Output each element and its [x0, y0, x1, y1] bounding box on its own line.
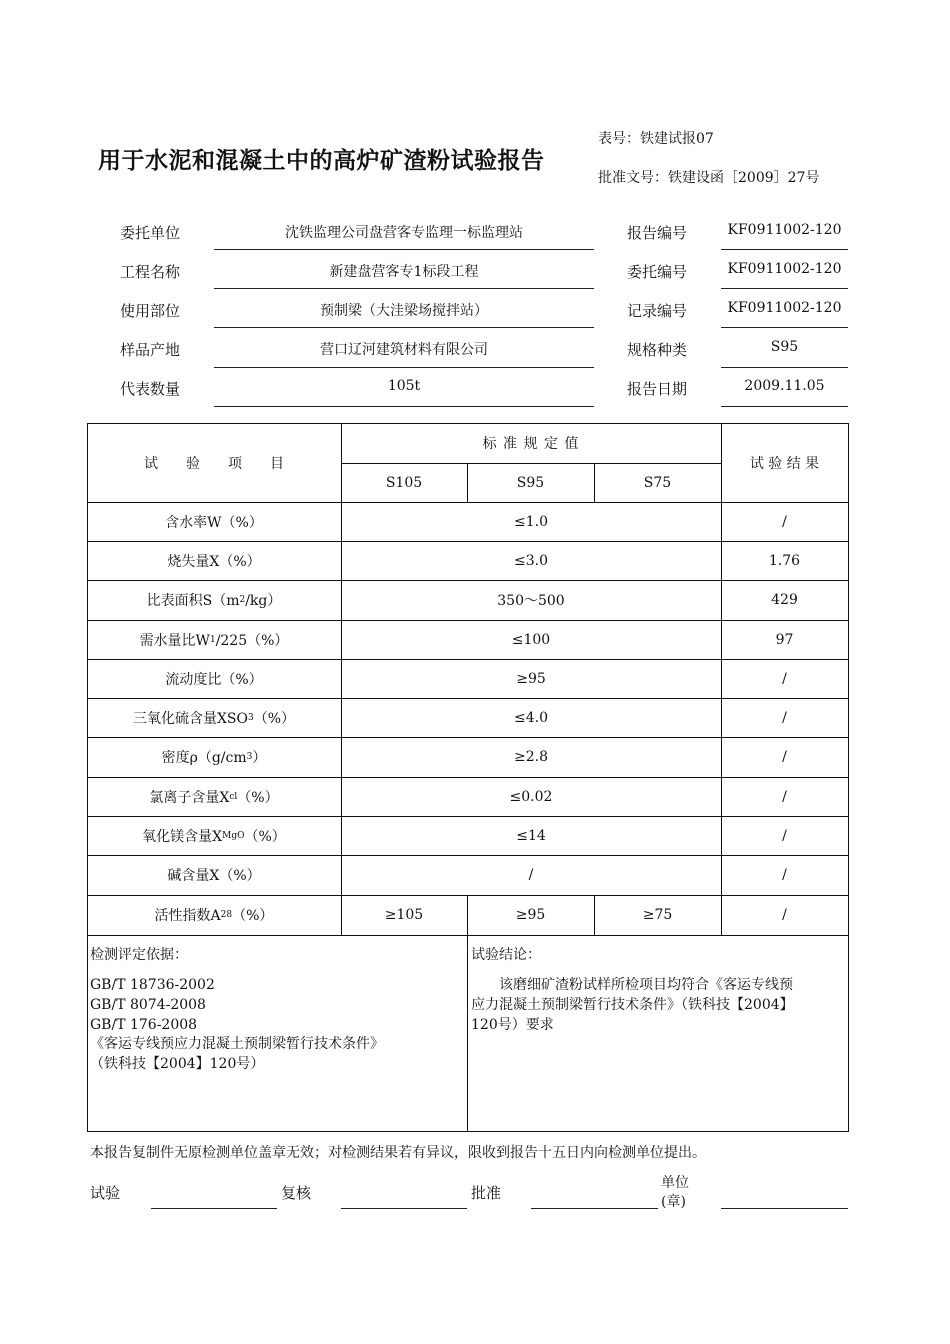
footer-note: 本报告复制件无原检测单位盖章无效；对检测结果若有异议，限收到报告十五日内向检测单位提出。: [90, 1145, 706, 1161]
unit-label: 单位: [661, 1175, 689, 1191]
approver-label: 批准: [471, 1184, 502, 1202]
quantity-value: 105t: [387, 378, 421, 394]
commission-no-underline: [721, 288, 848, 289]
result-water-demand: 97: [775, 631, 794, 648]
report-no-label: 报告编号: [627, 224, 688, 242]
usage-underline: [214, 327, 594, 328]
basis-line: （铁科技【2004】120号）: [90, 1056, 265, 1072]
origin-label: 样品产地: [120, 341, 181, 359]
report-no-underline: [721, 249, 848, 250]
result-fluidity: /: [782, 670, 787, 687]
spec-underline: [721, 367, 848, 368]
std-moisture: ≤1.0: [514, 513, 548, 530]
report-date-value: 2009.11.05: [744, 378, 825, 394]
col-line: [467, 935, 468, 1131]
report-no-value: KF0911002-120: [727, 222, 842, 238]
report-date-underline: [721, 406, 848, 407]
approver-signature-line: [531, 1208, 658, 1209]
result-loss-on-ignition: 1.76: [768, 552, 801, 569]
item-water-demand: 需水量比W 1 /225（%）: [139, 632, 289, 649]
basis-title: 检测评定依据：: [90, 947, 188, 963]
spec-label: 规格种类: [627, 341, 688, 359]
conclusion-line: 该磨细矿渣粉试样所检项目均符合《客运专线预: [471, 977, 793, 993]
std-fluidity: ≥95: [516, 670, 546, 687]
result-specific-surface: 429: [771, 592, 798, 608]
seal-label: (章): [661, 1194, 686, 1210]
row-line: [87, 935, 849, 936]
item-specific-surface: 比表面积S（m 2 /kg）: [146, 593, 282, 609]
item-chloride: 氯离子含量X cl （%）: [149, 789, 279, 806]
std-alkali: /: [528, 867, 534, 883]
result-mgo: /: [782, 827, 787, 844]
item-fluidity: 流动度比（%）: [165, 671, 263, 688]
std-header: 标 准 规 定 值: [482, 436, 580, 452]
std-specific-surface: 350～500: [497, 593, 565, 609]
grade-s75: S75: [643, 474, 672, 491]
quantity-label: 代表数量: [120, 380, 181, 398]
record-no-underline: [721, 327, 848, 328]
result-density: /: [782, 749, 787, 765]
unit-seal-line: [721, 1208, 848, 1209]
std-water-demand: ≤100: [511, 631, 551, 648]
item-so3: 三氧化硫含量XSO 3 （%）: [132, 710, 296, 727]
std-so3: ≤4.0: [514, 709, 548, 726]
result-header: 试 验 结 果: [749, 455, 820, 472]
item-alkali: 碱含量X（%）: [167, 868, 261, 884]
basis-line: GB/T 176-2008: [90, 1017, 198, 1033]
report-date-label: 报告日期: [627, 380, 688, 398]
result-so3: /: [782, 709, 787, 726]
conclusion-line: 120号）要求: [471, 1017, 554, 1033]
usage-label: 使用部位: [120, 302, 181, 320]
result-moisture: /: [782, 513, 787, 530]
std-mgo: ≤14: [516, 827, 546, 844]
project-label: 工程名称: [120, 263, 181, 281]
client-value: 沈铁监理公司盘营客专监理一标监理站: [285, 225, 523, 241]
result-chloride: /: [782, 788, 787, 805]
grade-s95: S95: [516, 474, 545, 491]
basis-line: GB/T 18736-2002: [90, 977, 215, 993]
project-value: 新建盘营客专1标段工程: [329, 264, 479, 280]
item-density: 密度ρ（g/cm 3 ）: [161, 750, 267, 766]
commission-no-value: KF0911002-120: [727, 261, 842, 277]
record-no-label: 记录编号: [627, 302, 688, 320]
client-label: 委托单位: [120, 224, 181, 242]
tester-signature-line: [151, 1208, 277, 1209]
item-activity-index: 活性指数A 28 （%）: [154, 908, 274, 924]
tester-label: 试验: [90, 1184, 121, 1202]
usage-value: 预制梁（大洼梁场搅拌站）: [320, 303, 488, 319]
conclusion-title: 试验结论：: [471, 947, 541, 963]
std-activity-s75: ≥75: [642, 907, 673, 923]
origin-value: 营口辽河建筑材料有限公司: [320, 342, 488, 358]
item-mgo: 氧化镁含量X MgO （%）: [142, 828, 286, 845]
origin-underline: [214, 367, 594, 368]
std-chloride: ≤0.02: [509, 788, 553, 805]
item-loss-on-ignition: 烧失量X（%）: [167, 553, 261, 570]
commission-no-label: 委托编号: [627, 263, 688, 281]
reviewer-signature-line: [341, 1208, 467, 1209]
spec-value: S95: [770, 339, 799, 355]
grade-s105: S105: [385, 474, 423, 491]
client-underline: [214, 249, 594, 250]
approval-number: 批准文号：铁建设函［2009］27号: [598, 170, 820, 186]
std-density: ≥2.8: [514, 749, 548, 765]
basis-line: 《客运专线预应力混凝土预制梁暂行技术条件》: [90, 1036, 384, 1052]
std-activity-s95: ≥95: [515, 907, 546, 923]
basis-line: GB/T 8074-2008: [90, 997, 206, 1013]
quantity-underline: [214, 406, 594, 407]
std-activity-s105: ≥105: [384, 907, 424, 923]
conclusion-line: 应力混凝土预制梁暂行技术条件》（铁科技【2004】: [471, 997, 794, 1013]
std-loss-on-ignition: ≤3.0: [514, 552, 548, 569]
form-number: 表号：铁建试报07: [598, 131, 714, 147]
record-no-value: KF0911002-120: [727, 300, 842, 316]
project-underline: [214, 288, 594, 289]
result-activity: /: [782, 907, 787, 923]
result-alkali: /: [782, 867, 787, 883]
reviewer-label: 复核: [281, 1184, 312, 1202]
item-moisture: 含水率W（%）: [165, 514, 263, 531]
item-header: 试 验 项 目: [144, 455, 284, 472]
report-title: 用于水泥和混凝土中的高炉矿渣粉试验报告: [98, 148, 545, 174]
